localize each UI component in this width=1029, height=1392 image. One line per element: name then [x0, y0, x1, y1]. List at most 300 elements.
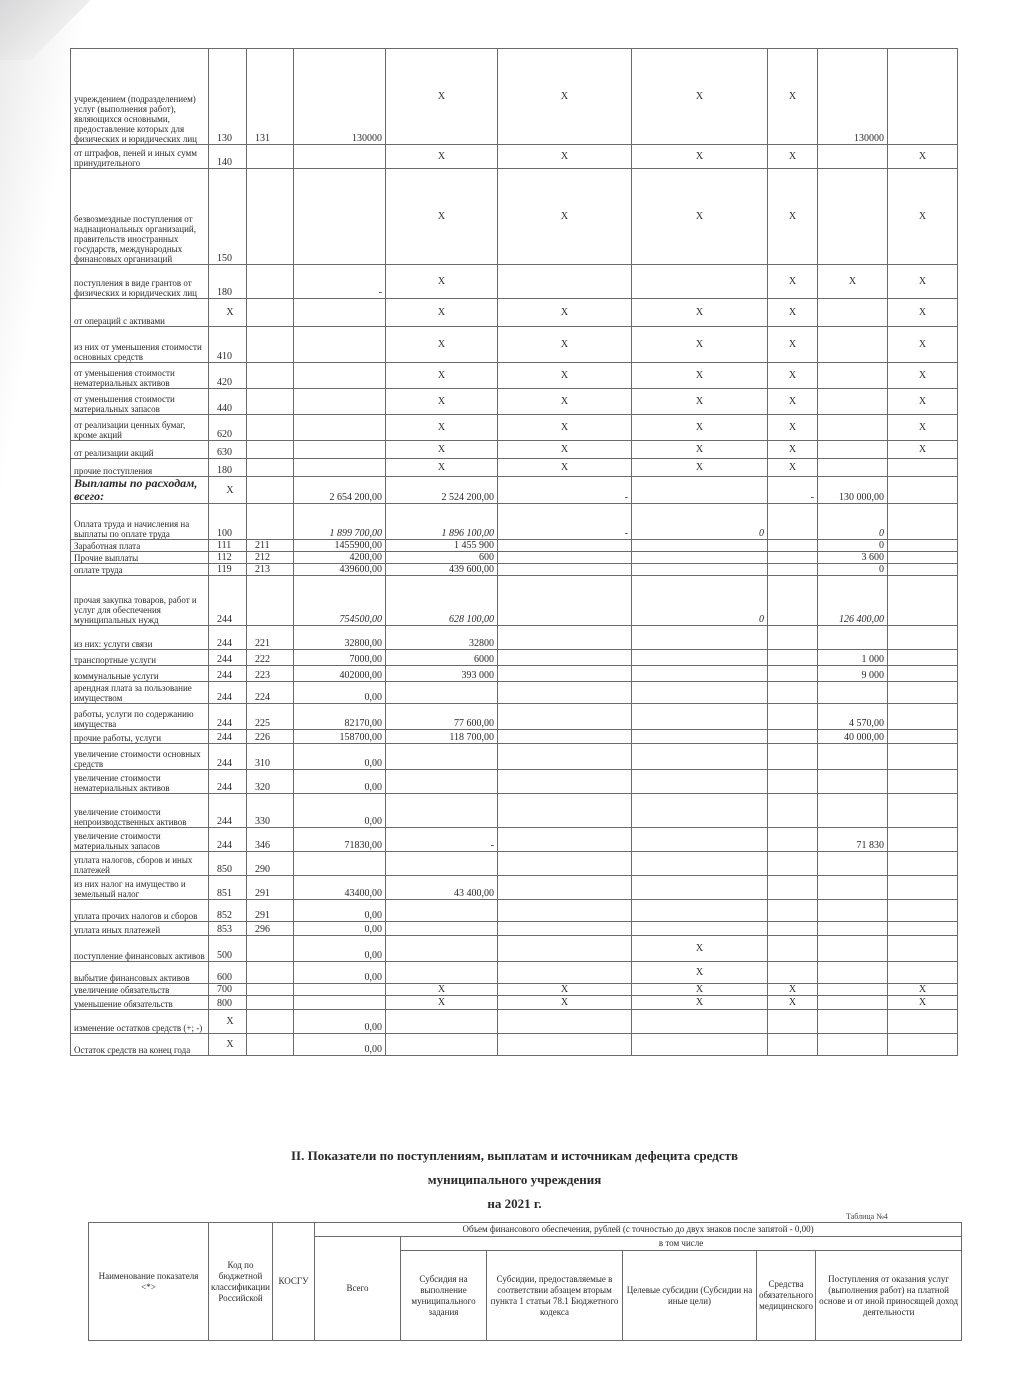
cell-c6: [888, 576, 958, 626]
cell-c1: X: [386, 363, 498, 389]
cell-c3: X: [632, 936, 768, 962]
cell-code: 130: [209, 49, 247, 145]
cell-c4: [768, 876, 818, 900]
cell-kosgu: 330: [247, 794, 294, 828]
cell-c3: 0: [632, 504, 768, 540]
cell-code: 112: [209, 552, 247, 564]
cell-code: 853: [209, 922, 247, 936]
cell-c2: [498, 744, 632, 770]
cell-name: коммунальные услуги: [71, 666, 209, 682]
cell-kosgu: 223: [247, 666, 294, 682]
cell-c1: 393 000: [386, 666, 498, 682]
cell-c2: [498, 540, 632, 552]
cell-vsego: 158700,00: [294, 730, 386, 744]
cell-c5: [818, 876, 888, 900]
cell-c6: X: [888, 389, 958, 415]
cell-c2: [498, 265, 632, 299]
cell-c6: X: [888, 441, 958, 459]
cell-c2: X: [498, 996, 632, 1010]
cell-c5: [818, 852, 888, 876]
cell-name: от уменьшения стоимости материальных запасов: [71, 389, 209, 415]
cell-vsego: [294, 459, 386, 477]
cell-c4: X: [768, 363, 818, 389]
cell-c5: 0: [818, 504, 888, 540]
header-v-tom-chisle: в том числе: [401, 1237, 962, 1251]
cell-c5: [818, 996, 888, 1010]
header-paid: Поступления от оказания услуг (выполнения работ) на платной основе и от иной приносящей доход деятельности: [816, 1251, 962, 1341]
cell-c1: 628 100,00: [386, 576, 498, 626]
cell-code: 500: [209, 936, 247, 962]
cell-c5: [818, 770, 888, 794]
cell-vsego: 130000: [294, 49, 386, 145]
header-target: Целевые субсидии (Субсидии на иные цели): [623, 1251, 757, 1341]
cell-c6: [888, 650, 958, 666]
cell-code: 800: [209, 996, 247, 1010]
cell-c4: X: [768, 459, 818, 477]
header-subsidy: Субсидия на выполнение муниципального задания: [401, 1251, 487, 1341]
cell-c5: [818, 626, 888, 650]
cell-name: изменение остатков средств (+; -): [71, 1010, 209, 1034]
cell-name: от операций с активами: [71, 299, 209, 327]
cell-c2: [498, 876, 632, 900]
cell-c1: 1 896 100,00: [386, 504, 498, 540]
cell-code: 244: [209, 794, 247, 828]
cell-c2: X: [498, 299, 632, 327]
cell-c2: [498, 794, 632, 828]
cell-c2: X: [498, 363, 632, 389]
cell-code: 244: [209, 744, 247, 770]
cell-name: прочие работы, услуги: [71, 730, 209, 744]
cell-vsego: 0,00: [294, 962, 386, 984]
cell-c2: X: [498, 389, 632, 415]
cell-c5: [818, 459, 888, 477]
cell-c6: [888, 962, 958, 984]
cell-c5: 0: [818, 564, 888, 576]
cell-c6: [888, 876, 958, 900]
cell-c4: [768, 828, 818, 852]
cell-c2: [498, 852, 632, 876]
cell-code: 244: [209, 770, 247, 794]
cell-c1: X: [386, 327, 498, 363]
cell-name: уплата прочих налогов и сборов: [71, 900, 209, 922]
cell-kosgu: 225: [247, 704, 294, 730]
cell-name: из них: услуги связи: [71, 626, 209, 650]
cell-c5: 3 600: [818, 552, 888, 564]
cell-c3: [632, 794, 768, 828]
cell-vsego: 0,00: [294, 936, 386, 962]
cell-c3: 0: [632, 576, 768, 626]
cell-c5: [818, 389, 888, 415]
cell-c4: X: [768, 299, 818, 327]
cell-c6: [888, 564, 958, 576]
cell-c3: [632, 922, 768, 936]
cell-c2: [498, 666, 632, 682]
cell-code: 180: [209, 459, 247, 477]
cell-c4: X: [768, 145, 818, 169]
cell-code: 244: [209, 576, 247, 626]
cell-c2: [498, 770, 632, 794]
cell-c6: [888, 49, 958, 145]
cell-name: от штрафов, пеней и иных сумм принудительного: [71, 145, 209, 169]
cell-c4: [768, 704, 818, 730]
cell-vsego: 0,00: [294, 900, 386, 922]
cell-c3: X: [632, 441, 768, 459]
cell-c2: [498, 900, 632, 922]
cell-c4: [768, 504, 818, 540]
cell-vsego: 0,00: [294, 682, 386, 704]
table-row: [71, 415, 958, 441]
cell-c6: [888, 477, 958, 504]
cell-c4: [768, 650, 818, 666]
cell-c5: [818, 299, 888, 327]
cell-c5: 0: [818, 540, 888, 552]
cell-c2: [498, 650, 632, 666]
table-row: [71, 626, 958, 650]
cell-name: прочая закупка товаров, работ и услуг для обеспечения муниципальных нужд: [71, 576, 209, 626]
cell-code: 244: [209, 626, 247, 650]
cell-c2: [498, 962, 632, 984]
cell-kosgu: 131: [247, 49, 294, 145]
cell-c5: 130000: [818, 49, 888, 145]
cell-c2: X: [498, 169, 632, 265]
header-subsidy78: Субсидии, предоставляемые в соответствии абзацем вторым пункта 1 статьи 78.1 Бюджетного кодекса: [487, 1251, 623, 1341]
cell-c3: X: [632, 363, 768, 389]
cell-c5: [818, 922, 888, 936]
cell-c3: X: [632, 389, 768, 415]
cell-code: 244: [209, 704, 247, 730]
cell-vsego: 82170,00: [294, 704, 386, 730]
cell-c4: X: [768, 984, 818, 996]
cell-c1: [386, 1010, 498, 1034]
cell-c3: X: [632, 962, 768, 984]
cell-c4: [768, 744, 818, 770]
cell-c4: [768, 794, 818, 828]
cell-c5: 40 000,00: [818, 730, 888, 744]
table-row: [71, 576, 958, 626]
cell-c4: X: [768, 169, 818, 265]
cell-vsego: [294, 389, 386, 415]
cell-c3: [632, 1034, 768, 1056]
cell-c3: [632, 900, 768, 922]
cell-vsego: [294, 984, 386, 996]
cell-c4: X: [768, 389, 818, 415]
cell-c3: [632, 770, 768, 794]
cell-code: X: [209, 1010, 247, 1034]
table-row: [71, 540, 958, 552]
cell-kosgu: [247, 415, 294, 441]
cell-c4: [768, 564, 818, 576]
table-row: [71, 730, 958, 744]
cell-c4: X: [768, 265, 818, 299]
header-kosgu: КОСГУ: [273, 1223, 315, 1341]
section-title: II. Показатели по поступлениям, выплатам и источникам дефецита средств: [291, 1148, 738, 1163]
cell-c6: [888, 666, 958, 682]
cell-name: от реализации ценных бумаг, кроме акций: [71, 415, 209, 441]
cell-name: Выплаты по расходам, всего:: [71, 477, 209, 504]
cell-c3: [632, 477, 768, 504]
cell-c4: [768, 626, 818, 650]
table-row: [71, 996, 958, 1010]
table-row: [71, 984, 958, 996]
cell-c4: [768, 576, 818, 626]
table-row: [71, 169, 958, 265]
cell-c3: X: [632, 169, 768, 265]
cell-code: 410: [209, 327, 247, 363]
cell-name: из них от уменьшения стоимости основных средств: [71, 327, 209, 363]
cell-name: арендная плата за пользование имуществом: [71, 682, 209, 704]
cell-code: 700: [209, 984, 247, 996]
cell-c1: [386, 852, 498, 876]
cell-c5: [818, 441, 888, 459]
cell-kosgu: 213: [247, 564, 294, 576]
cell-vsego: 0,00: [294, 1010, 386, 1034]
cell-vsego: 71830,00: [294, 828, 386, 852]
cell-code: 244: [209, 682, 247, 704]
cell-vsego: [294, 169, 386, 265]
table-row: [71, 936, 958, 962]
cell-vsego: [294, 145, 386, 169]
cell-name: поступление финансовых активов: [71, 936, 209, 962]
cell-name: оплате труда: [71, 564, 209, 576]
cell-c6: [888, 1034, 958, 1056]
table-row: [71, 852, 958, 876]
header-financing: Объем финансового обеспечения, рублей (с точностью до двух знаков после запятой - 0,00): [315, 1223, 962, 1237]
cell-code: 852: [209, 900, 247, 922]
cell-c5: 126 400,00: [818, 576, 888, 626]
cell-c1: 6000: [386, 650, 498, 666]
cell-code: 140: [209, 145, 247, 169]
cell-c3: X: [632, 415, 768, 441]
cell-c1: [386, 936, 498, 962]
table-row: [71, 682, 958, 704]
cell-c2: [498, 936, 632, 962]
cell-c6: X: [888, 415, 958, 441]
cell-c1: 2 524 200,00: [386, 477, 498, 504]
cell-c2: [498, 552, 632, 564]
table-row: [71, 299, 958, 327]
cell-kosgu: [247, 363, 294, 389]
cell-kosgu: [247, 936, 294, 962]
cell-name: от уменьшения стоимости нематериальных активов: [71, 363, 209, 389]
cell-c5: 71 830: [818, 828, 888, 852]
table4-header: [88, 1222, 962, 1341]
cell-c1: X: [386, 441, 498, 459]
cell-c4: [768, 730, 818, 744]
cell-c1: [386, 682, 498, 704]
cell-c5: [818, 682, 888, 704]
cell-c3: X: [632, 299, 768, 327]
table-row: [71, 49, 958, 145]
cell-c1: X: [386, 984, 498, 996]
cell-c1: [386, 794, 498, 828]
table-row: [71, 477, 958, 504]
table-row: [71, 650, 958, 666]
cell-vsego: 7000,00: [294, 650, 386, 666]
cell-c1: 43 400,00: [386, 876, 498, 900]
table-row: [71, 794, 958, 828]
cell-kosgu: [247, 984, 294, 996]
cell-c3: [632, 564, 768, 576]
cell-c2: X: [498, 415, 632, 441]
cell-kosgu: [247, 169, 294, 265]
cell-c5: X: [818, 265, 888, 299]
cell-c3: [632, 744, 768, 770]
cell-c1: [386, 922, 498, 936]
cell-kosgu: [247, 576, 294, 626]
cell-code: 150: [209, 169, 247, 265]
cell-c1: X: [386, 265, 498, 299]
cell-name: уменьшение обязательств: [71, 996, 209, 1010]
cell-c3: X: [632, 49, 768, 145]
cell-vsego: [294, 441, 386, 459]
cell-kosgu: 226: [247, 730, 294, 744]
cell-code: 180: [209, 265, 247, 299]
header-mandatory: Средства обязательного медицинского: [757, 1251, 816, 1341]
cell-c6: [888, 459, 958, 477]
cell-c5: [818, 962, 888, 984]
cell-c6: [888, 682, 958, 704]
financial-indicators-table: [70, 48, 958, 1056]
cell-kosgu: 221: [247, 626, 294, 650]
cell-c2: X: [498, 459, 632, 477]
cell-c3: [632, 666, 768, 682]
cell-c1: 118 700,00: [386, 730, 498, 744]
cell-c2: [498, 730, 632, 744]
cell-code: X: [209, 1034, 247, 1056]
cell-name: транспортные услуги: [71, 650, 209, 666]
cell-c1: -: [386, 828, 498, 852]
cell-c5: 4 570,00: [818, 704, 888, 730]
cell-c1: [386, 900, 498, 922]
cell-vsego: -: [294, 265, 386, 299]
cell-code: 244: [209, 666, 247, 682]
cell-c4: [768, 666, 818, 682]
cell-name: Заработная плата: [71, 540, 209, 552]
cell-c6: [888, 704, 958, 730]
table-row: [71, 962, 958, 984]
cell-c2: [498, 922, 632, 936]
cell-c6: [888, 794, 958, 828]
cell-c6: [888, 504, 958, 540]
cell-c6: [888, 1010, 958, 1034]
cell-c4: [768, 682, 818, 704]
cell-name: увеличение обязательств: [71, 984, 209, 996]
cell-c1: X: [386, 389, 498, 415]
cell-c2: [498, 576, 632, 626]
cell-name: увеличение стоимости нематериальных активов: [71, 770, 209, 794]
cell-code: 630: [209, 441, 247, 459]
cell-c4: [768, 540, 818, 552]
cell-c3: [632, 682, 768, 704]
cell-kosgu: [247, 389, 294, 415]
cell-c2: [498, 626, 632, 650]
cell-c4: [768, 1034, 818, 1056]
cell-c5: [818, 744, 888, 770]
cell-code: 119: [209, 564, 247, 576]
cell-c6: [888, 900, 958, 922]
table-row: [71, 1034, 958, 1056]
cell-vsego: 1455900,00: [294, 540, 386, 552]
cell-vsego: 4200,00: [294, 552, 386, 564]
cell-c5: 130 000,00: [818, 477, 888, 504]
cell-c4: [768, 1010, 818, 1034]
cell-kosgu: [247, 299, 294, 327]
table-row: [71, 770, 958, 794]
cell-vsego: [294, 363, 386, 389]
cell-kosgu: 346: [247, 828, 294, 852]
cell-kosgu: [247, 504, 294, 540]
cell-vsego: 0,00: [294, 770, 386, 794]
cell-name: безвозмездные поступления от наднациональных организаций, правительств иностранных государств, международных финансовых организаций: [71, 169, 209, 265]
cell-vsego: 439600,00: [294, 564, 386, 576]
cell-vsego: 0,00: [294, 922, 386, 936]
cell-kosgu: [247, 962, 294, 984]
cell-vsego: 1 899 700,00: [294, 504, 386, 540]
cell-c5: [818, 415, 888, 441]
cell-c1: X: [386, 299, 498, 327]
table-row: [71, 828, 958, 852]
cell-kosgu: 211: [247, 540, 294, 552]
cell-kosgu: 291: [247, 900, 294, 922]
cell-c5: 9 000: [818, 666, 888, 682]
cell-c2: -: [498, 504, 632, 540]
cell-vsego: 2 654 200,00: [294, 477, 386, 504]
table-row: [71, 704, 958, 730]
cell-c3: X: [632, 984, 768, 996]
cell-c1: 1 455 900: [386, 540, 498, 552]
cell-kosgu: [247, 1010, 294, 1034]
cell-c4: [768, 936, 818, 962]
cell-c4: X: [768, 996, 818, 1010]
cell-c6: [888, 770, 958, 794]
cell-c5: [818, 363, 888, 389]
cell-c1: [386, 1034, 498, 1056]
cell-kosgu: [247, 477, 294, 504]
cell-name: прочие поступления: [71, 459, 209, 477]
cell-c3: [632, 552, 768, 564]
cell-c5: [818, 1010, 888, 1034]
cell-kosgu: 296: [247, 922, 294, 936]
cell-c3: [632, 828, 768, 852]
cell-c1: [386, 770, 498, 794]
cell-c5: 1 000: [818, 650, 888, 666]
table-row: [71, 1010, 958, 1034]
header-vsego: Всего: [315, 1237, 401, 1341]
cell-c2: [498, 1034, 632, 1056]
cell-code: 420: [209, 363, 247, 389]
cell-name: уплата налогов, сборов и иных платежей: [71, 852, 209, 876]
cell-code: 440: [209, 389, 247, 415]
cell-name: поступления в виде грантов от физических и юридических лиц: [71, 265, 209, 299]
table-number: Таблица №4: [846, 1212, 888, 1221]
cell-c6: X: [888, 327, 958, 363]
cell-c3: [632, 540, 768, 552]
cell-c3: X: [632, 996, 768, 1010]
cell-c2: [498, 1010, 632, 1034]
cell-name: увеличение стоимости основных средств: [71, 744, 209, 770]
cell-c4: [768, 552, 818, 564]
cell-c3: [632, 650, 768, 666]
table-row: [71, 327, 958, 363]
cell-kosgu: 320: [247, 770, 294, 794]
cell-c2: X: [498, 441, 632, 459]
cell-c1: X: [386, 49, 498, 145]
cell-c6: [888, 744, 958, 770]
cell-c1: X: [386, 996, 498, 1010]
cell-c6: X: [888, 363, 958, 389]
cell-c3: X: [632, 327, 768, 363]
cell-c1: [386, 962, 498, 984]
